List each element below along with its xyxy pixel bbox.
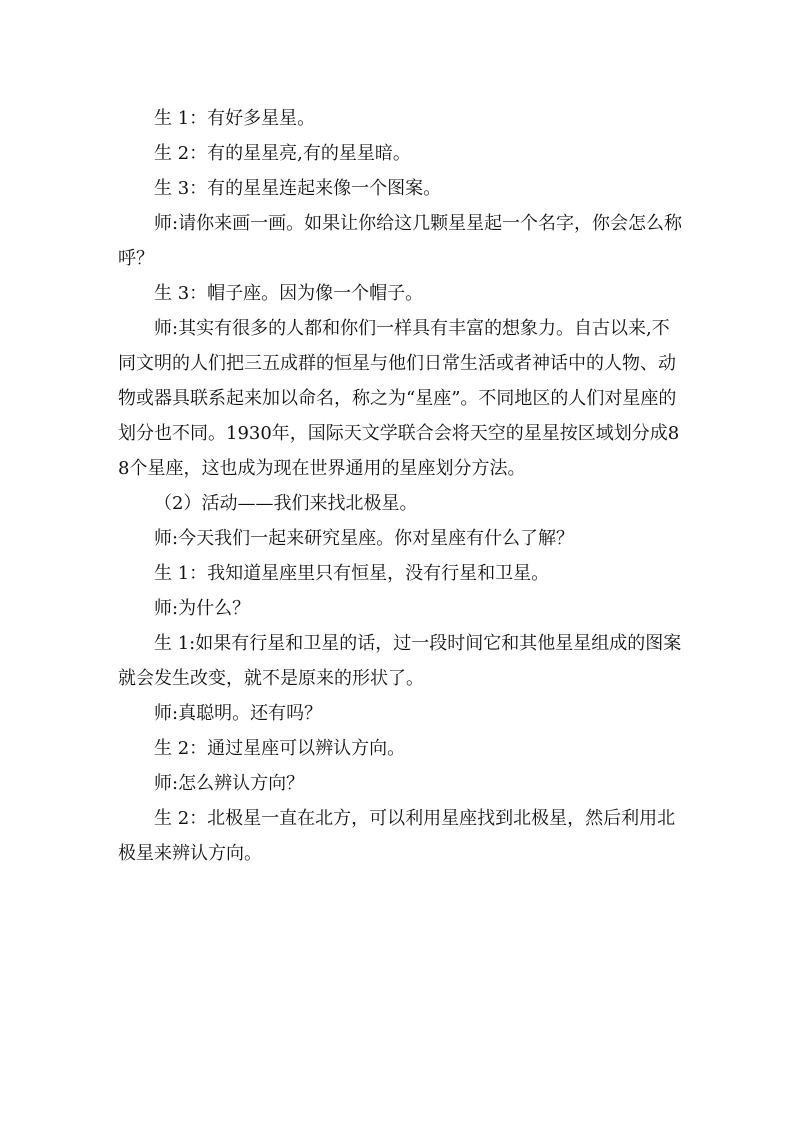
paragraph-11: 生 1:如果有行星和卫星的话，过一段时间它和其他星星组成的图案就会发生改变，就不是原来的形状了。 [118,633,682,689]
paragraph-10: 师:为什么？ [154,598,251,619]
paragraph-8: 师:今天我们一起来研究星座。你对星座有什么了解？ [154,528,575,549]
paragraph-9: 生 1：我知道星座里只有恒星，没有行星和卫星。 [154,563,550,584]
paragraph-6: 师:其实有很多的人都和你们一样具有丰富的想象力。自古以来,不同文明的人们把三五成群的恒星与他们日常生活或者神话中的人物、动物或器具联系起来加以命名，称之为“星座”。不同地区的人们对星座的划分也不同。1930年，国际天文学联合会将天空的星星按区域划分成88个星座，这也成为现在世界通用的星座划分方法。 [118,318,680,479]
paragraph-15: 生 2：北极星一直在北方，可以利用星座找到北极星，然后利用北极星来辨认方向。 [118,808,676,864]
document-body [118,101,683,871]
paragraph-7: （2）活动——我们来找北极星。 [154,493,418,514]
paragraph-3: 生 3：有的星星连起来像一个图案。 [154,178,442,199]
paragraph-5: 生 3：帽子座。因为像一个帽子。 [154,283,424,304]
paragraph-1: 生 1：有好多星星。 [154,108,316,129]
paragraph-13: 生 2：通过星座可以辨认方向。 [154,738,406,759]
paragraph-14: 师:怎么辨认方向？ [154,773,305,794]
paragraph-2: 生 2：有的星星亮,有的星星暗。 [154,143,411,164]
paragraph-4: 师:请你来画一画。如果让你给这几颗星星起一个名字，你会怎么称呼？ [118,213,683,269]
paragraph-12: 师:真聪明。还有吗？ [154,703,323,724]
